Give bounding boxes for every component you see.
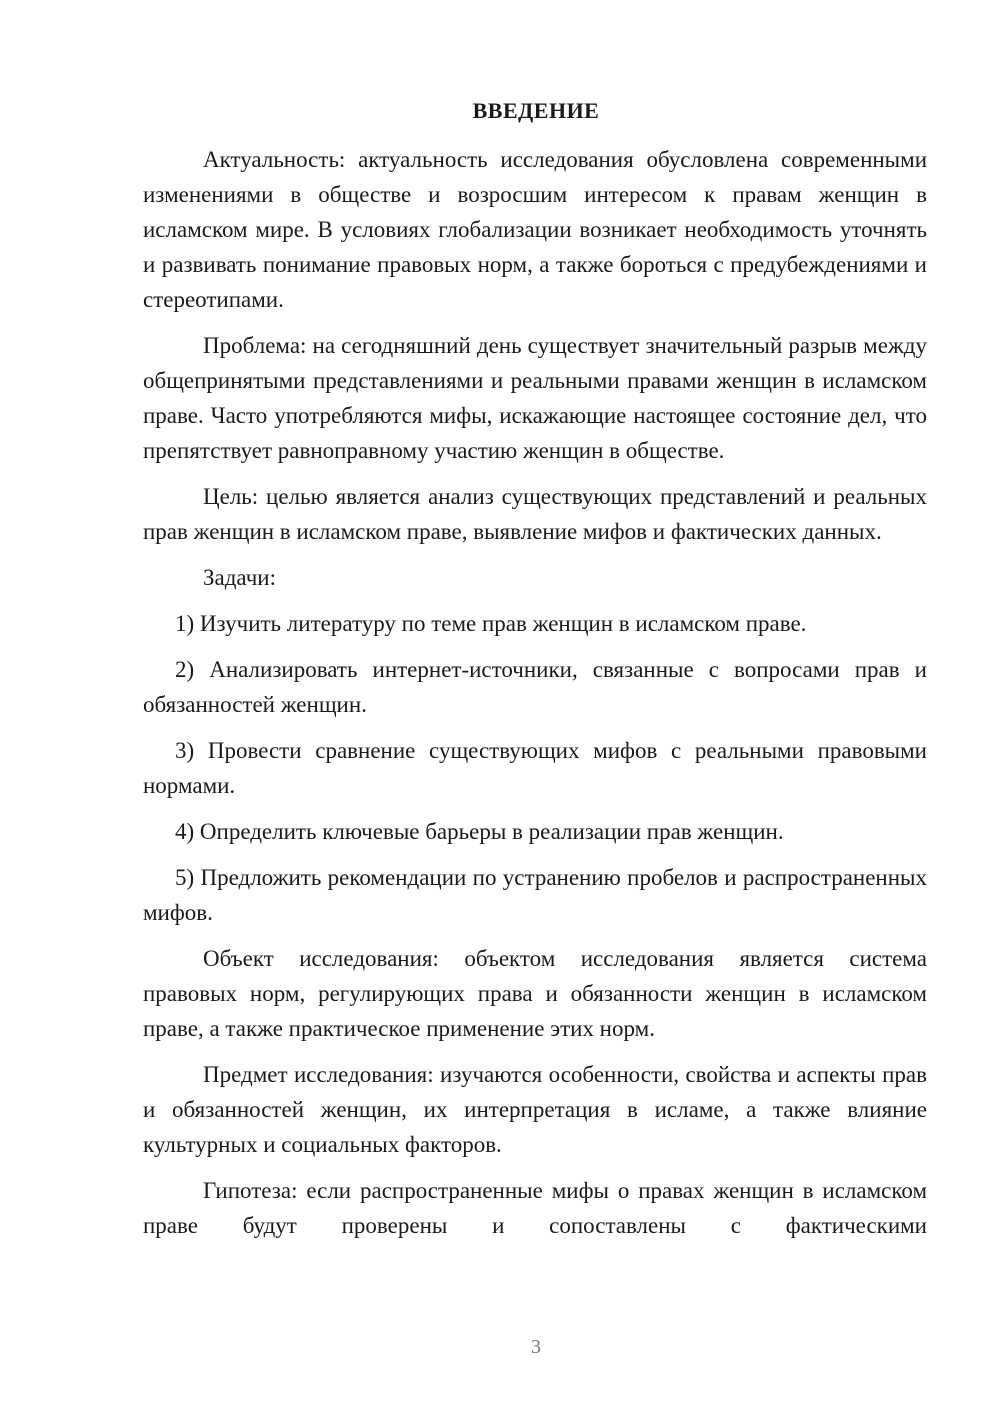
paragraph-hypothesis: Гипотеза: если распространенные мифы о правах женщин в исламском праве будут проверены и сопоставлены с фактическими (143, 1178, 927, 1238)
paragraph-subject: Предмет исследования: изучаются особенности, свойства и аспекты прав и обязанностей женщин, их интерпретация в исламе, а также влияние культурных и социальных факторов. (143, 1062, 927, 1157)
paragraph-goal: Цель: целью является анализ существующих представлений и реальных прав женщин в исламском праве, выявление мифов и фактических данных. (143, 484, 927, 544)
paragraph-problem: Проблема: на сегодняшний день существует значительный разрыв между общепринятыми представлениями и реальными правами женщин в исламском праве. Часто употребляются мифы, искажающие настоящее состояние дел, что препятствует равноправному участию женщин в обществе. (143, 333, 927, 463)
paragraph-relevance: Актуальность: актуальность исследования обусловлена современными изменениями в обществе и возросшим интересом к правам женщин в исламском мире. В условиях глобализации возникает необходимость уточнять и развивать понимание правовых норм, а также бороться с предубеждениями и стереотипами. (143, 147, 927, 312)
section-title: ВВЕДЕНИЕ (472, 98, 600, 123)
task-item: 4) Определить ключевые барьеры в реализации прав женщин. (175, 819, 784, 844)
task-item: 2) Анализировать интернет-источники, связанные с вопросами прав и обязанностей женщин. (143, 657, 927, 717)
task-item: 3) Провести сравнение существующих мифов с реальными правовыми нормами. (143, 738, 927, 798)
tasks-heading: Задачи: (203, 565, 276, 590)
task-item: 1) Изучить литературу по теме прав женщин в исламском праве. (175, 611, 807, 636)
paragraph-object: Объект исследования: объектом исследования является система правовых норм, регулирующих права и обязанности женщин в исламском праве, а также практическое применение этих норм. (143, 946, 927, 1041)
page-number: 3 (531, 1336, 541, 1358)
task-item: 5) Предложить рекомендации по устранению пробелов и распространенных мифов. (143, 865, 927, 925)
document-body (143, 142, 927, 1254)
